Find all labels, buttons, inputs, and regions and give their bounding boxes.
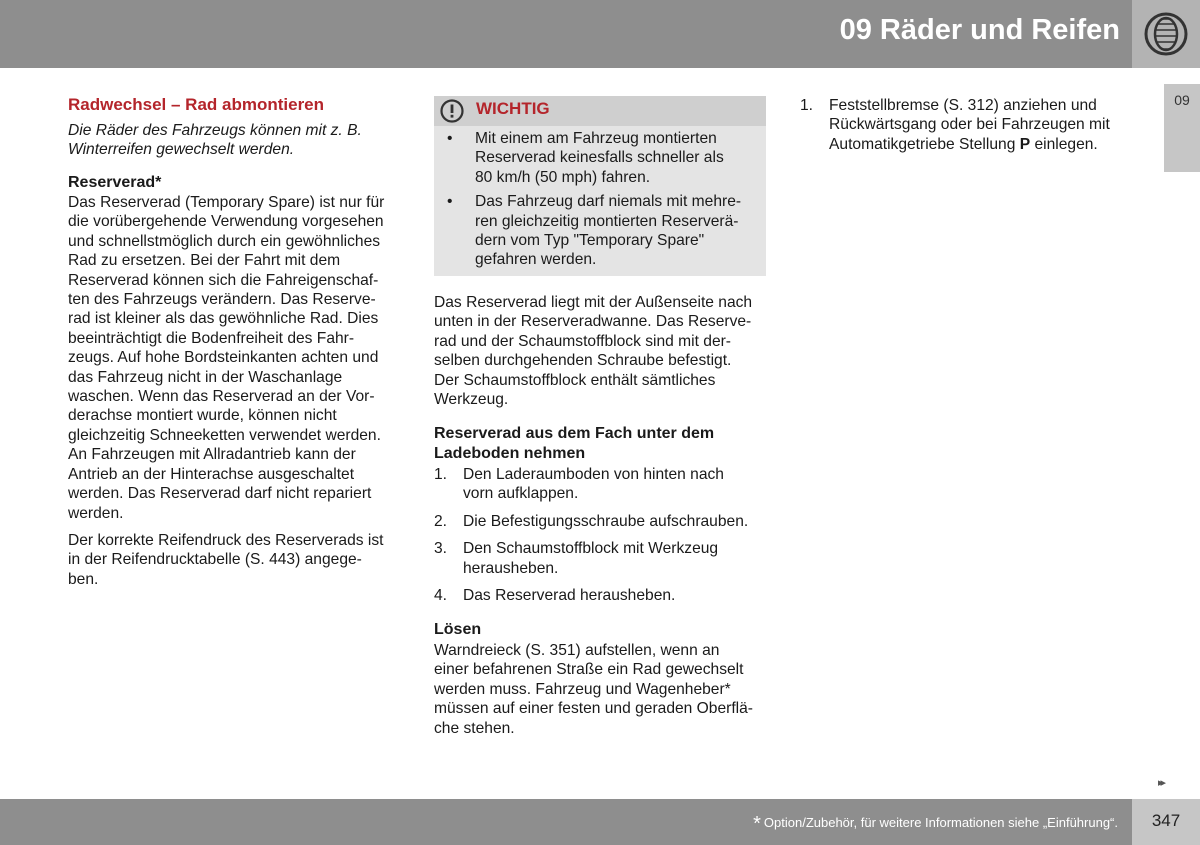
gear-p-label: P (1019, 135, 1031, 153)
bullet: • (447, 130, 453, 147)
paragraph-reserverad: Das Reserverad (Temporary Spare) ist nur für die vorübergehende Verwendung vorgesehen und schnellstmöglich durch ein gewöhnliches Rad zu ersetzen. Bei der Fahrt mit dem Reserverad können sich die Fahreigenschaf- ten des Fahrzeugs verändern. Das Reserve- rad ist kleiner als das gewöhnliche Rad. Dies beeinträchtigt die Bodenfreiheit des Fahr- zeugs. Auf hohe Bordsteinkanten achten und das Fahrzeug nicht in der Waschanlage waschen. Wenn das Reserverad an der Vor- derachse montiert wurde, können nicht gleichzeitig Schneeketten verwendet werden. An Fahrzeugen mit Allradantrieb kann der Antrieb an der Hinterachse ausgeschaltet werden. Das Reserverad darf nicht repariert werden. (68, 194, 385, 522)
subheading-fach: Reserverad aus dem Fach unter dem Ladeboden nehmen (434, 425, 715, 462)
tire-icon (1143, 11, 1189, 57)
paragraph-loesen: Warndreieck (S. 351) aufstellen, wenn an einer befahrenen Straße ein Rad gewechselt werden muss. Fahrzeug und Wagenheber* müssen auf einer festen und geraden Oberflä- che stehen. (434, 642, 754, 737)
warning-box (434, 96, 766, 276)
continue-arrows-icon: ▸▸ (1158, 777, 1164, 789)
warning-item: • Mit einem am Fahrzeug montierten Reserverad keinesfalls schneller als 80 km/h (50 mph) fahren. (447, 130, 724, 186)
step-item: 2. Die Befestigungsschraube aufschrauben. (434, 512, 749, 530)
page-number-box (1132, 799, 1200, 845)
footer-bar (0, 799, 1200, 845)
header-icon-box (1132, 0, 1200, 68)
step-item: 3. Den Schaumstoffblock mit Werkzeug herausheben. (434, 540, 719, 577)
step-item: 4. Das Reserverad herausheben. (434, 587, 676, 605)
chapter-title: 09 Räder und Reifen (839, 14, 1120, 46)
steps-list-col3 (800, 96, 1140, 162)
warning-list (434, 129, 766, 275)
subheading-reserverad: Reserverad* (68, 174, 162, 191)
warning-header (434, 96, 766, 126)
subheading-loesen: Lösen (434, 621, 482, 638)
section-heading: Radwechsel – Rad abmontieren (68, 95, 325, 114)
step-item: 1. Feststellbremse (S. 312) anziehen und Rückwärtsgang oder bei Fahrzeugen mit Automatikgetriebe Stellung P einlegen. (800, 97, 1110, 153)
exclamation-icon (440, 99, 464, 123)
chapter-tab: 09 (1164, 84, 1200, 172)
warning-title: WICHTIG (476, 99, 550, 118)
paragraph-reifendruck: Der korrekte Reifendruck des Reserverads ist in der Reifendrucktabelle (S. 443) angege- ben. (68, 532, 384, 588)
page-number: 347 (1151, 811, 1181, 830)
header-bar (0, 0, 1200, 68)
steps-list (434, 465, 768, 613)
warning-item: • Das Fahrzeug darf niemals mit mehre- ren gleichzeitig montierten Reserverä- dern vom Typ "Temporary Spare" gefahren werden. (447, 193, 742, 269)
intro-text: Die Räder des Fahrzeugs können mit z. B. Winterreifen gewechselt werden. (68, 122, 362, 159)
footnote: * Option/Zubehör, für weitere Informationen siehe „Einführung“. (753, 813, 1118, 835)
paragraph-lage: Das Reserverad liegt mit der Außenseite nach unten in der Reserveradwanne. Das Reserve- rad und der Schaumstoffblock sind mit der- selben durchgehenden Schraube befestigt. Der Schaumstoffblock enthält sämtliches Werkzeug. (434, 294, 753, 409)
bullet: • (447, 193, 453, 211)
step-item: 1. Den Laderaumboden von hinten nach vorn aufklappen. (434, 466, 724, 503)
